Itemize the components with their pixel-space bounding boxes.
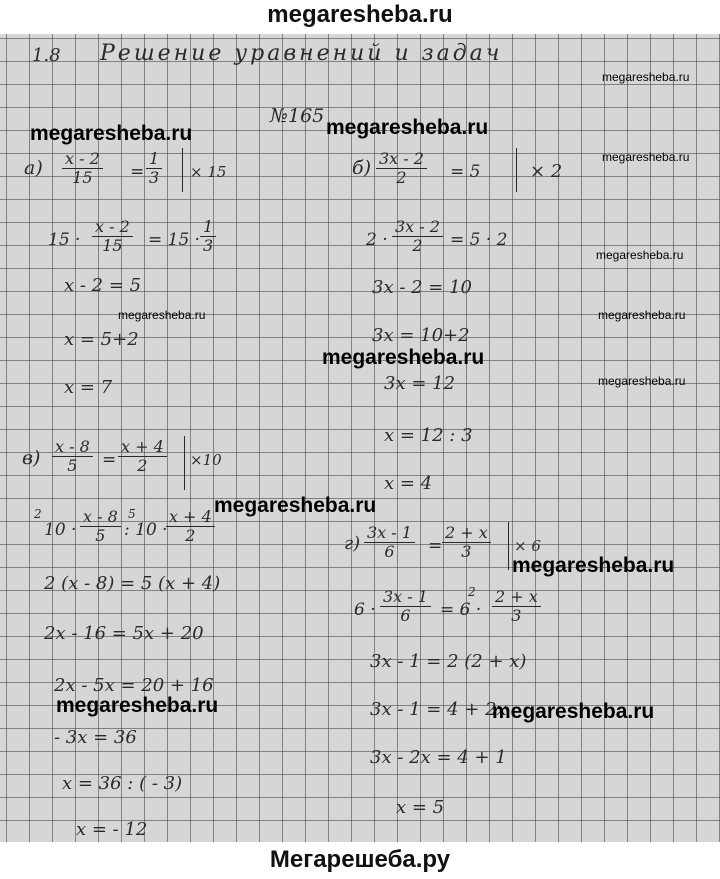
part-g-step1-mid: = 6 · xyxy=(440,600,482,620)
part-g-eq-sign: = xyxy=(428,536,443,556)
part-b-step5: x = 12 : 3 xyxy=(384,425,473,446)
part-v-eq-sign: = xyxy=(102,450,117,470)
part-a-step1-frac: $\frac{x - 2}{15}$ xyxy=(92,218,133,255)
part-v-step5: - 3x = 36 xyxy=(54,727,137,748)
part-g-eq-rhs: $\frac{2 + x}{3}$ xyxy=(442,524,491,561)
part-a-label: а) xyxy=(24,157,43,179)
part-b-step1-pre: 2 · xyxy=(366,230,388,250)
part-v-step2: 2 (x - 8) = 5 (x + 4) xyxy=(44,573,221,594)
exercise-number: №165 xyxy=(270,105,325,127)
watermark: megaresheba.ru xyxy=(326,116,489,139)
watermark: megaresheba.ru xyxy=(492,700,655,723)
watermark: megaresheba.ru xyxy=(56,694,219,717)
part-v-cancel-5: 5 xyxy=(128,507,136,521)
part-v-label: в) xyxy=(22,447,41,469)
part-b-eq-lhs: $\frac{3x - 2}{2}$ xyxy=(376,150,427,187)
part-b-step1-rhs: = 5 · 2 xyxy=(450,230,508,250)
part-v-step1-pre: 10 · xyxy=(44,520,77,540)
part-a-step4: x = 7 xyxy=(64,377,113,398)
watermark-small: megaresheba.ru xyxy=(598,308,686,322)
part-b-divider xyxy=(516,148,517,192)
part-b-step1-frac: $\frac{3x - 2}{2}$ xyxy=(392,218,443,255)
watermark-small: megaresheba.ru xyxy=(596,248,684,262)
watermark: megaresheba.ru xyxy=(30,122,193,145)
site-header[interactable]: megaresheba.ru xyxy=(267,1,453,28)
part-a-step1-pre: 15 · xyxy=(48,230,81,250)
section-number: 1.8 xyxy=(32,45,61,66)
part-v-step4: 2x - 5x = 20 + 16 xyxy=(54,675,214,696)
part-g-step3: 3x - 1 = 4 + 2x xyxy=(370,699,507,720)
part-a-step1-rfrac: $\frac{1}{3}$ xyxy=(200,218,216,255)
part-b-step6: x = 4 xyxy=(384,473,433,494)
part-g-divider xyxy=(508,522,509,570)
part-g-eq-lhs: $\frac{3x - 1}{6}$ xyxy=(364,524,415,561)
watermark-small: megaresheba.ru xyxy=(602,150,690,164)
watermark-small: megaresheba.ru xyxy=(598,374,686,388)
watermark: megaresheba.ru xyxy=(512,554,675,577)
part-a-divider xyxy=(182,148,183,192)
part-b-step4: 3x = 12 xyxy=(384,373,456,394)
part-g-cancel-2: 2 xyxy=(468,585,476,599)
watermark: megaresheba.ru xyxy=(322,346,485,369)
part-g-step4: 3x - 2x = 4 + 1 xyxy=(370,747,507,768)
part-a-eq-sign: = xyxy=(130,162,145,182)
part-a-eq-rhs: $\frac{1}{3}$ xyxy=(146,150,162,187)
watermark-small: megaresheba.ru xyxy=(602,70,690,84)
part-g-multiplier: × 6 xyxy=(514,537,541,555)
part-v-eq-rhs: $\frac{x + 4}{2}$ xyxy=(118,438,167,475)
part-a-eq-lhs: $\frac{x - 2}{15}$ xyxy=(62,150,103,187)
part-a-step1-mid: = 15 · xyxy=(148,230,201,250)
notebook-page xyxy=(0,34,720,842)
part-g-step5: x = 5 xyxy=(396,797,445,818)
watermark-small: megaresheba.ru xyxy=(118,308,206,322)
part-g-step1-lfrac: $\frac{3x - 1}{6}$ xyxy=(380,588,431,625)
part-v-divider xyxy=(184,436,185,490)
part-b-eq-rhs: = 5 xyxy=(450,162,481,182)
section-title: Решение уравнений и задач xyxy=(100,41,503,66)
part-a-multiplier: × 15 xyxy=(190,163,227,181)
part-v-step1-mid: : 10 · xyxy=(124,520,168,540)
part-v-step1-lfrac: $\frac{x - 8}{5}$ xyxy=(80,508,121,545)
part-g-step1-rfrac: $\frac{2 + x}{3}$ xyxy=(492,588,541,625)
part-g-step2: 3x - 1 = 2 (2 + x) xyxy=(370,651,527,672)
part-v-eq-lhs: $\frac{x - 8}{5}$ xyxy=(52,438,93,475)
site-footer[interactable]: Мегарешеба.ру xyxy=(269,846,451,873)
part-a-step2: x - 2 = 5 xyxy=(64,275,142,296)
part-b-label: б) xyxy=(352,157,372,179)
part-v-step3: 2x - 16 = 5x + 20 xyxy=(44,623,204,644)
part-b-multiplier: × 2 xyxy=(530,161,563,182)
part-a-step3: x = 5+2 xyxy=(64,329,139,350)
part-g-label: г) xyxy=(344,533,361,554)
part-b-step3: 3x = 10+2 xyxy=(372,325,470,346)
part-b-step2: 3x - 2 = 10 xyxy=(372,277,473,298)
part-v-multiplier: ×10 xyxy=(190,451,222,469)
part-v-cancel-2: 2 xyxy=(34,507,42,521)
part-v-step6: x = 36 : ( - 3) xyxy=(62,773,183,794)
part-v-step1-rfrac: $\frac{x + 4}{2}$ xyxy=(166,508,215,545)
part-v-step7: x = - 12 xyxy=(76,819,148,840)
watermark: megaresheba.ru xyxy=(214,494,377,517)
part-g-step1-pre: 6 · xyxy=(354,600,376,620)
